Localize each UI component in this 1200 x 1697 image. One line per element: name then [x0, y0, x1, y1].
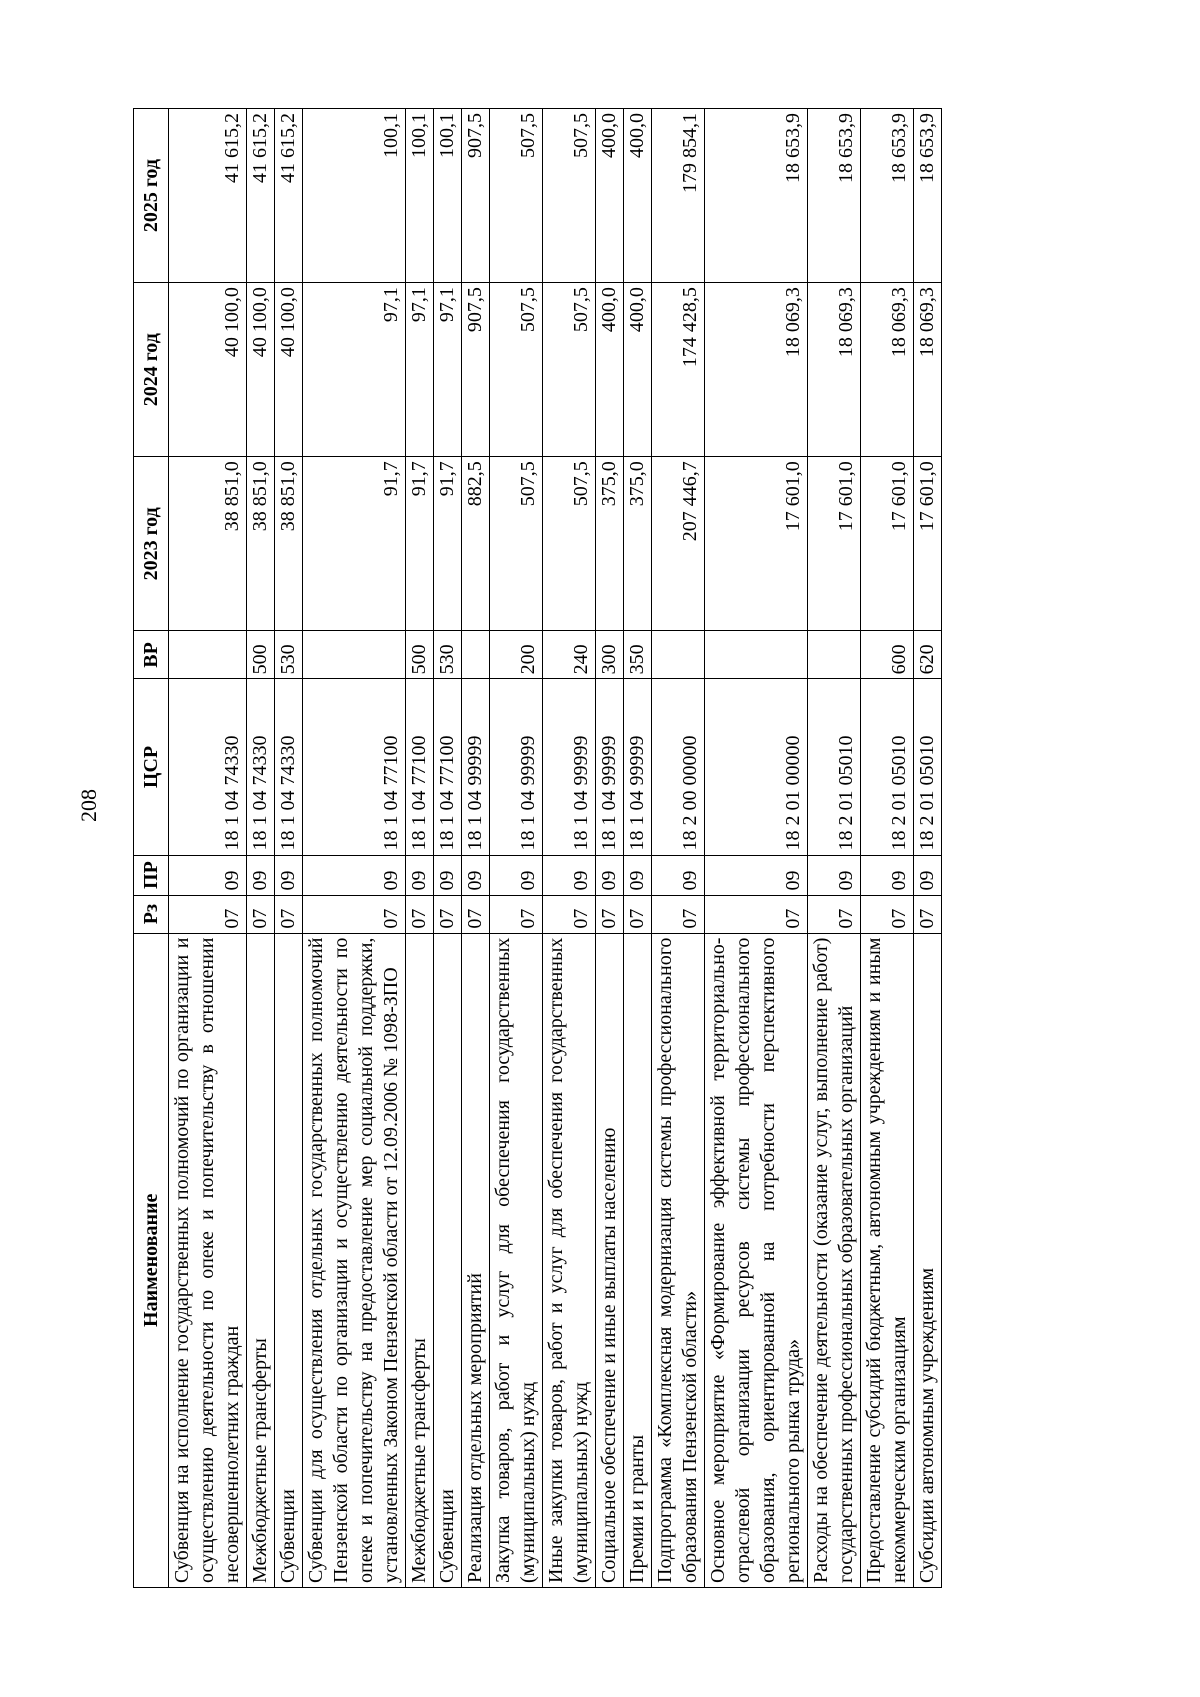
cell-rz: 07 — [247, 895, 275, 933]
table-row — [543, 109, 596, 1588]
cell-name: Основное мероприятие «Формирование эффективной территориально-отраслевой организации ресурсов системы профессионального образования, ориентированной на потребности перспективного регионального рынка труда» — [705, 933, 808, 1587]
cell-2024: 18 069,3 — [705, 283, 808, 457]
table-row — [462, 109, 490, 1588]
cell-vr: 600 — [861, 631, 914, 679]
cell-2023: 91,7 — [406, 457, 434, 631]
cell-vr — [303, 631, 406, 679]
cell-2025: 18 653,9 — [705, 109, 808, 283]
cell-2023: 507,5 — [490, 457, 543, 631]
cell-csr: 18 1 04 77100 — [434, 679, 462, 855]
cell-2024: 18 069,3 — [914, 283, 942, 457]
cell-csr: 18 2 01 05010 — [914, 679, 942, 855]
cell-rz: 07 — [596, 895, 624, 933]
cell-2023: 17 601,0 — [914, 457, 942, 631]
cell-rz: 07 — [490, 895, 543, 933]
cell-rz: 07 — [462, 895, 490, 933]
cell-pr: 09 — [652, 855, 705, 895]
cell-2024: 97,1 — [303, 283, 406, 457]
cell-2024: 400,0 — [624, 283, 652, 457]
cell-csr: 18 2 01 05010 — [808, 679, 861, 855]
cell-vr: 500 — [406, 631, 434, 679]
cell-name: Предоставление субсидий бюджетным, автономным учреждениям и иным некоммерческим организациям — [861, 933, 914, 1587]
cell-pr: 09 — [808, 855, 861, 895]
cell-rz: 07 — [434, 895, 462, 933]
cell-name: Подпрограмма «Комплексная модернизация системы профессионального образования Пензенской области» — [652, 933, 705, 1587]
header-vr: ВР — [134, 631, 169, 679]
cell-rz: 07 — [705, 895, 808, 933]
header-rz: Рз — [134, 895, 169, 933]
budget-table — [133, 108, 942, 1588]
cell-name: Закупка товаров, работ и услуг для обеспечения государственных (муниципальных) нужд — [490, 933, 543, 1587]
cell-csr: 18 1 04 74330 — [247, 679, 275, 855]
header-2025: 2025 год — [134, 109, 169, 283]
cell-2025: 179 854,1 — [652, 109, 705, 283]
cell-rz: 07 — [275, 895, 303, 933]
cell-pr: 09 — [247, 855, 275, 895]
cell-csr: 18 2 00 00000 — [652, 679, 705, 855]
cell-rz: 07 — [624, 895, 652, 933]
cell-rz: 07 — [543, 895, 596, 933]
cell-vr: 620 — [914, 631, 942, 679]
cell-name: Иные закупки товаров, работ и услуг для обеспечения государственных (муниципальных) нужд — [543, 933, 596, 1587]
cell-2023: 17 601,0 — [705, 457, 808, 631]
cell-2025: 18 653,9 — [861, 109, 914, 283]
cell-2025: 41 615,2 — [247, 109, 275, 283]
cell-vr — [705, 631, 808, 679]
cell-2025: 400,0 — [596, 109, 624, 283]
header-pr: ПР — [134, 855, 169, 895]
cell-csr: 18 1 04 77100 — [406, 679, 434, 855]
cell-name: Расходы на обеспечение деятельности (оказание услуг, выполнение работ) государственных профессиональных образовательных организаций — [808, 933, 861, 1587]
cell-name: Субвенции — [434, 933, 462, 1587]
cell-pr: 09 — [705, 855, 808, 895]
cell-2025: 41 615,2 — [169, 109, 247, 283]
table-row — [406, 109, 434, 1588]
table-row — [247, 109, 275, 1588]
cell-2023: 38 851,0 — [247, 457, 275, 631]
cell-pr: 09 — [303, 855, 406, 895]
cell-pr: 09 — [861, 855, 914, 895]
cell-vr: 200 — [490, 631, 543, 679]
cell-2024: 40 100,0 — [275, 283, 303, 457]
cell-name: Социальное обеспечение и иные выплаты населению — [596, 933, 624, 1587]
cell-name: Межбюджетные трансферты — [247, 933, 275, 1587]
cell-pr: 09 — [596, 855, 624, 895]
page-number: 208 — [76, 789, 101, 822]
cell-pr: 09 — [624, 855, 652, 895]
cell-pr: 09 — [169, 855, 247, 895]
cell-rz: 07 — [861, 895, 914, 933]
cell-2023: 91,7 — [303, 457, 406, 631]
cell-vr: 300 — [596, 631, 624, 679]
cell-rz: 07 — [169, 895, 247, 933]
cell-2024: 507,5 — [543, 283, 596, 457]
cell-rz: 07 — [808, 895, 861, 933]
cell-pr: 09 — [275, 855, 303, 895]
cell-2025: 18 653,9 — [914, 109, 942, 283]
cell-2025: 18 653,9 — [808, 109, 861, 283]
cell-2024: 174 428,5 — [652, 283, 705, 457]
cell-2025: 907,5 — [462, 109, 490, 283]
cell-2023: 91,7 — [434, 457, 462, 631]
header-2023: 2023 год — [134, 457, 169, 631]
table-header-row — [134, 109, 169, 1588]
cell-2024: 97,1 — [434, 283, 462, 457]
cell-2024: 507,5 — [490, 283, 543, 457]
cell-2023: 375,0 — [624, 457, 652, 631]
cell-2023: 17 601,0 — [861, 457, 914, 631]
cell-2023: 38 851,0 — [169, 457, 247, 631]
table-row — [914, 109, 942, 1588]
cell-2023: 17 601,0 — [808, 457, 861, 631]
cell-2025: 100,1 — [434, 109, 462, 283]
budget-table-container — [133, 108, 1055, 1588]
cell-2023: 207 446,7 — [652, 457, 705, 631]
cell-2024: 18 069,3 — [808, 283, 861, 457]
cell-pr: 09 — [543, 855, 596, 895]
cell-name: Межбюджетные трансферты — [406, 933, 434, 1587]
cell-csr: 18 1 04 99999 — [596, 679, 624, 855]
cell-2025: 100,1 — [406, 109, 434, 283]
cell-2023: 375,0 — [596, 457, 624, 631]
cell-name: Субвенция на исполнение государственных полномочий по организации и осуществлению деятельности по опеке и попечительству в отношении несовершеннолетних граждан — [169, 933, 247, 1587]
cell-vr — [462, 631, 490, 679]
cell-csr: 18 2 01 05010 — [861, 679, 914, 855]
cell-pr: 09 — [914, 855, 942, 895]
cell-2024: 40 100,0 — [169, 283, 247, 457]
cell-rz: 07 — [406, 895, 434, 933]
header-2024: 2024 год — [134, 283, 169, 457]
cell-2024: 97,1 — [406, 283, 434, 457]
header-name: Наименование — [134, 933, 169, 1587]
table-row — [490, 109, 543, 1588]
cell-vr — [169, 631, 247, 679]
cell-vr: 240 — [543, 631, 596, 679]
cell-2024: 18 069,3 — [861, 283, 914, 457]
cell-2025: 507,5 — [543, 109, 596, 283]
cell-2024: 40 100,0 — [247, 283, 275, 457]
header-csr: ЦСР — [134, 679, 169, 855]
cell-2025: 400,0 — [624, 109, 652, 283]
cell-csr: 18 2 01 00000 — [705, 679, 808, 855]
table-row — [596, 109, 624, 1588]
cell-2025: 507,5 — [490, 109, 543, 283]
cell-rz: 07 — [652, 895, 705, 933]
cell-csr: 18 1 04 99999 — [543, 679, 596, 855]
cell-name: Субвенции для осуществления отдельных государственных полномочий Пензенской области по организации и осуществлению деятельности по опеке и попечительству на предоставление мер социальной поддержки, установленных Законом Пензенской области от 12.09.2006 № 1098-ЗПО — [303, 933, 406, 1587]
cell-2023: 507,5 — [543, 457, 596, 631]
table-row — [861, 109, 914, 1588]
table-row — [705, 109, 808, 1588]
cell-2025: 100,1 — [303, 109, 406, 283]
cell-name: Реализация отдельных мероприятий — [462, 933, 490, 1587]
cell-csr: 18 1 04 99999 — [462, 679, 490, 855]
cell-vr — [808, 631, 861, 679]
cell-csr: 18 1 04 74330 — [169, 679, 247, 855]
cell-2025: 41 615,2 — [275, 109, 303, 283]
cell-2024: 400,0 — [596, 283, 624, 457]
table-row — [652, 109, 705, 1588]
cell-2024: 907,5 — [462, 283, 490, 457]
cell-rz: 07 — [914, 895, 942, 933]
table-row — [624, 109, 652, 1588]
table-row — [275, 109, 303, 1588]
cell-pr: 09 — [462, 855, 490, 895]
cell-rz: 07 — [303, 895, 406, 933]
cell-csr: 18 1 04 99999 — [490, 679, 543, 855]
cell-csr: 18 1 04 99999 — [624, 679, 652, 855]
cell-name: Премии и гранты — [624, 933, 652, 1587]
table-row — [169, 109, 247, 1588]
cell-csr: 18 1 04 77100 — [303, 679, 406, 855]
cell-name: Субвенции — [275, 933, 303, 1587]
cell-name: Субсидии автономным учреждениям — [914, 933, 942, 1587]
cell-vr: 500 — [247, 631, 275, 679]
cell-vr: 350 — [624, 631, 652, 679]
cell-vr — [652, 631, 705, 679]
cell-vr: 530 — [275, 631, 303, 679]
cell-pr: 09 — [434, 855, 462, 895]
cell-2023: 882,5 — [462, 457, 490, 631]
cell-2023: 38 851,0 — [275, 457, 303, 631]
table-row — [303, 109, 406, 1588]
cell-csr: 18 1 04 74330 — [275, 679, 303, 855]
cell-pr: 09 — [490, 855, 543, 895]
cell-pr: 09 — [406, 855, 434, 895]
table-row — [808, 109, 861, 1588]
table-row — [434, 109, 462, 1588]
cell-vr: 530 — [434, 631, 462, 679]
